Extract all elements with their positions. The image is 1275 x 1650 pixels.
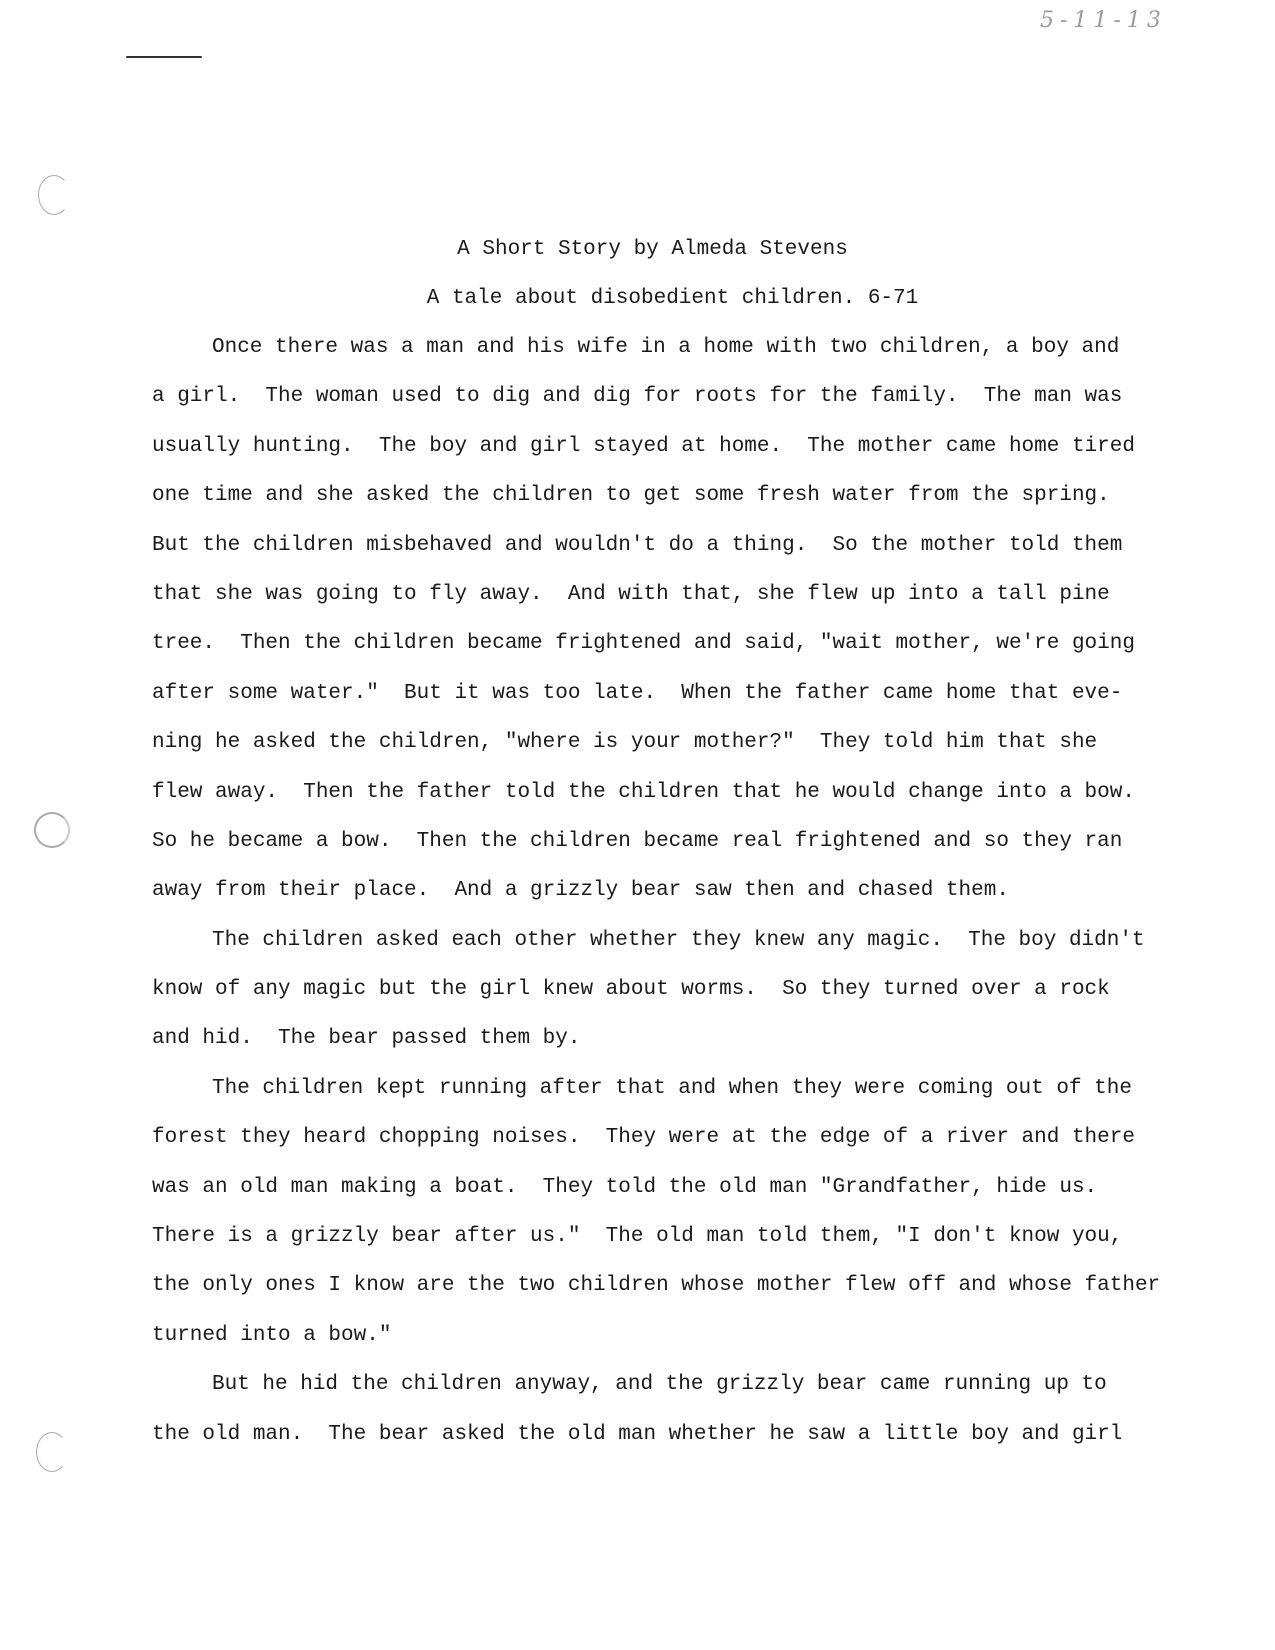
text-line: turned into a bow." xyxy=(152,1323,392,1347)
text-line: that she was going to fly away. And with that, she flew up into a tall pine xyxy=(152,582,1110,606)
text-line: one time and she asked the children to get some fresh water from the spring. xyxy=(152,484,1110,508)
story-subtitle: A tale about disobedient children. 6-71 xyxy=(426,287,919,310)
text-line: know of any magic but the girl knew about worms. So they turned over a rock xyxy=(152,978,1110,1002)
punch-hole-top xyxy=(38,175,70,215)
text-line: the only ones I know are the two children whose mother flew off and whose father xyxy=(152,1274,1161,1298)
handwritten-date: 5-11-13 xyxy=(1040,8,1167,33)
text-line: flew away. Then the father told the children that he would change into a bow. xyxy=(152,780,1135,804)
punch-hole-middle xyxy=(34,812,70,848)
text-line: So he became a bow. Then the children became real frightened and so they ran xyxy=(152,829,1123,853)
story-title: A Short Story by Almeda Stevens xyxy=(457,238,848,261)
story-body xyxy=(152,334,1160,1470)
text-line: There is a grizzly bear after us." The old man told them, "I don't know you, xyxy=(152,1225,1123,1249)
text-line: The children kept running after that and when they were coming out of the xyxy=(212,1076,1132,1100)
text-line: tree. Then the children became frightened and said, "wait mother, we're going xyxy=(152,632,1135,656)
text-line: forest they heard chopping noises. They were at the edge of a river and there xyxy=(152,1126,1135,1150)
text-line: The children asked each other whether they knew any magic. The boy didn't xyxy=(212,928,1145,952)
text-line: was an old man making a boat. They told the old man "Grandfather, hide us. xyxy=(152,1175,1098,1199)
text-line: the old man. The bear asked the old man whether he saw a little boy and girl xyxy=(152,1422,1123,1446)
punch-hole-bottom xyxy=(36,1432,68,1472)
text-line: usually hunting. The boy and girl stayed at home. The mother came home tired xyxy=(152,434,1135,458)
text-line: a girl. The woman used to dig and dig for roots for the family. The man was xyxy=(152,385,1123,409)
pencil-mark xyxy=(126,56,202,58)
text-line: But he hid the children anyway, and the grizzly bear came running up to xyxy=(212,1373,1107,1397)
text-line: after some water." But it was too late. When the father came home that eve- xyxy=(152,681,1123,705)
text-line: and hid. The bear passed them by. xyxy=(152,1027,581,1051)
text-line: ning he asked the children, "where is your mother?" They told him that she xyxy=(152,731,1098,755)
text-line: But the children misbehaved and wouldn't do a thing. So the mother told them xyxy=(152,533,1123,557)
text-line: away from their place. And a grizzly bear saw then and chased them. xyxy=(152,879,1009,903)
text-line: Once there was a man and his wife in a home with two children, a boy and xyxy=(212,336,1120,359)
